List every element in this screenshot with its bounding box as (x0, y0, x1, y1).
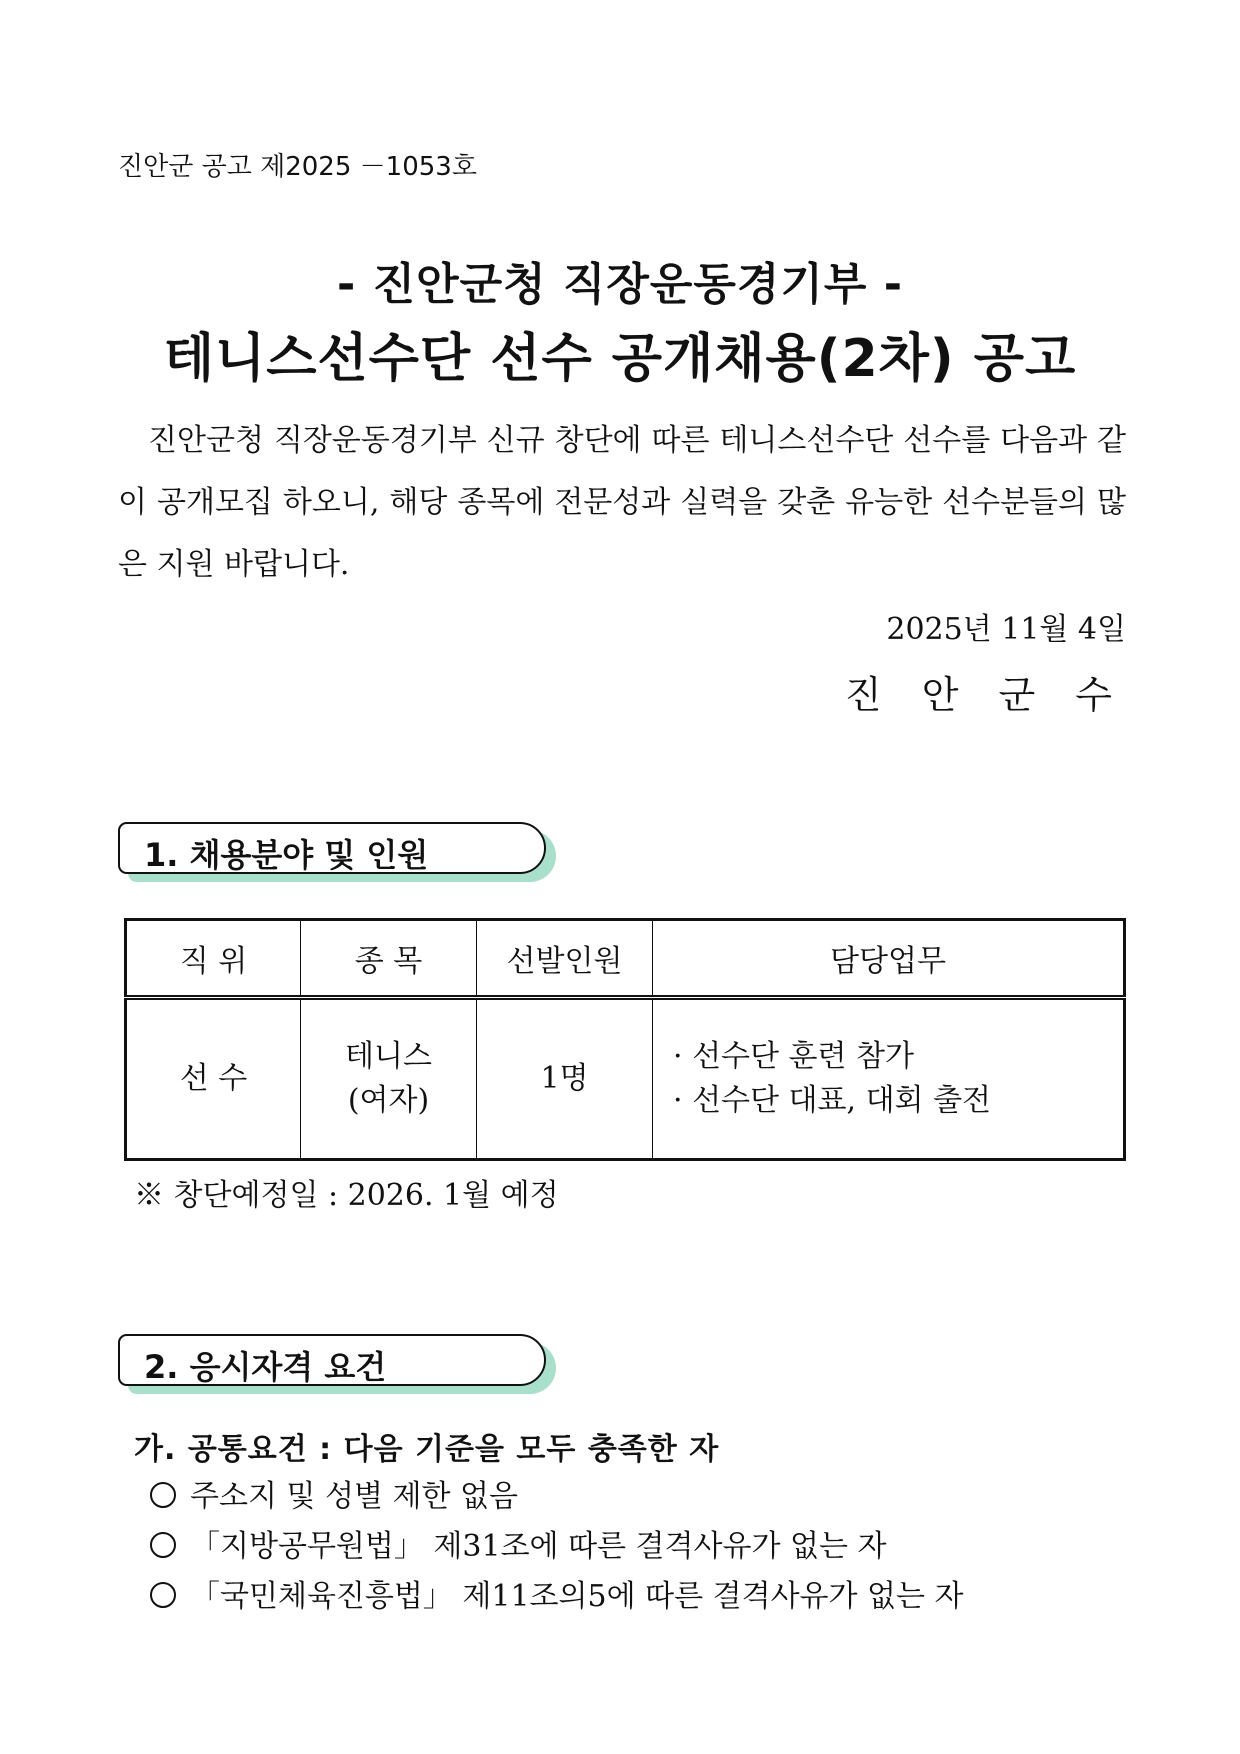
cell-count: 1명 (477, 998, 653, 1160)
duty-item: · 선수단 훈련 참가 (673, 1039, 915, 1074)
circle-bullet-icon (150, 1582, 176, 1608)
common-requirements-title: 가. 공통요건 : 다음 기준을 모두 충족한 자 (134, 1432, 720, 1467)
table-row (126, 998, 1125, 1160)
section-1-label: 1. 채용분야 및 인원 (144, 836, 429, 874)
cell-position: 선 수 (126, 998, 301, 1160)
requirements-list (150, 1472, 964, 1622)
signature: 진 안 군 수 (844, 673, 1126, 717)
cell-duties (653, 998, 1125, 1160)
header-count: 선발인원 (477, 920, 653, 998)
sport-line-1: 테니스 (345, 1039, 432, 1074)
cell-sport (301, 998, 477, 1160)
founding-date-note: ※ 창단예정일 : 2026. 1월 예정 (134, 1178, 559, 1213)
list-item (150, 1572, 964, 1622)
title-line-1: - 진안군청 직장운동경기부 - (336, 259, 904, 310)
recruitment-table (124, 918, 1126, 1161)
intro-paragraph: 진안군청 직장운동경기부 신규 창단에 따른 테니스선수단 선수를 다음과 같이 공개모집 하오니, 해당 종목에 전문성과 실력을 갖춘 유능한 선수분들의 많은 지원 바랍니다. (118, 423, 1126, 582)
header-sport: 종 목 (301, 920, 477, 998)
notice-date: 2025년 11월 4일 (886, 612, 1126, 647)
list-item (150, 1472, 964, 1522)
table-header-row (126, 920, 1125, 998)
notice-number: 진안군 공고 제2025 －1053호 (118, 152, 477, 182)
section-2-label: 2. 응시자격 요건 (144, 1348, 387, 1386)
section-1-heading (118, 822, 556, 880)
header-duties: 담당업무 (653, 920, 1125, 998)
circle-bullet-icon (150, 1482, 176, 1508)
list-item (150, 1522, 964, 1572)
requirement-text: 「국민체육진흥법」 제11조의5에 따른 결격사유가 없는 자 (190, 1579, 964, 1614)
header-position: 직 위 (126, 920, 301, 998)
duty-item: · 선수단 대표, 대회 출전 (673, 1083, 992, 1118)
section-2-heading (118, 1334, 556, 1392)
sport-line-2: (여자) (347, 1083, 430, 1118)
requirement-text: 주소지 및 성별 제한 없음 (190, 1479, 518, 1514)
circle-bullet-icon (150, 1532, 176, 1558)
page-title: 테니스선수단 선수 공개채용(2차) 공고 (163, 329, 1077, 389)
requirement-text: 「지방공무원법」 제31조에 따른 결격사유가 없는 자 (190, 1529, 887, 1564)
